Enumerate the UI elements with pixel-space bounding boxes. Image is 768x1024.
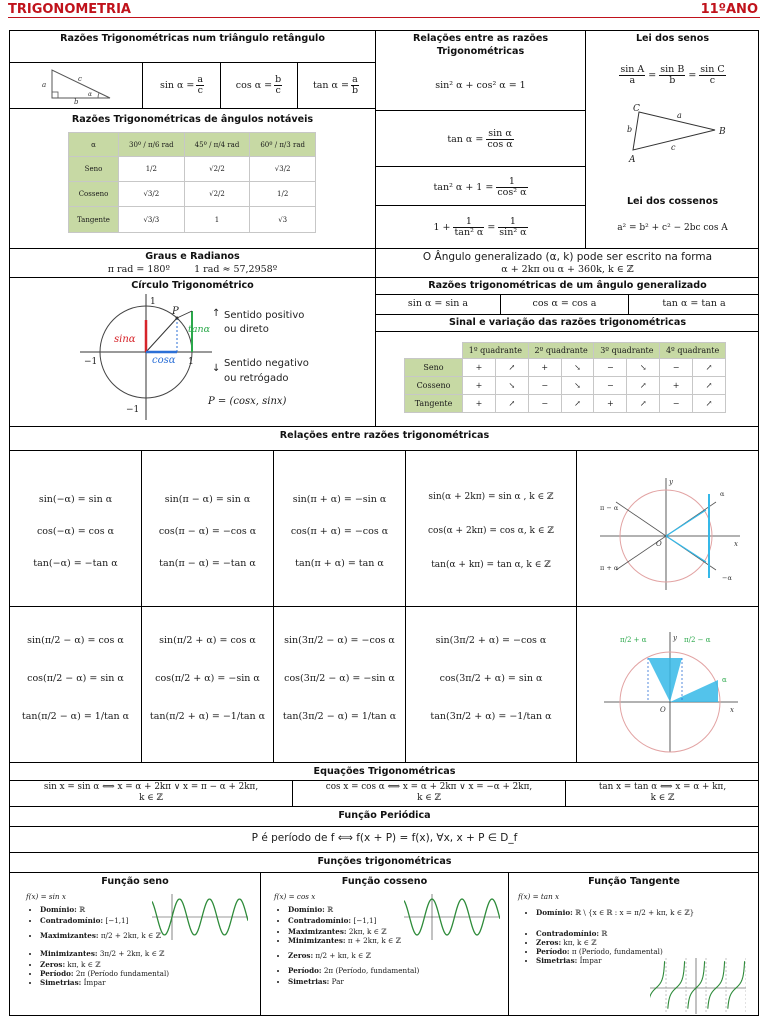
relations-figure-supplementary	[594, 474, 744, 594]
svg-text:a: a	[677, 111, 682, 120]
variation-table: 1º quadrante 2º quadrante 3º quadrante 4º quadrante Seno + ↗ + ↘ − ↘ − ↗ Cosseno + ↘ − ↘ − ↗ + ↗ Tangente + ↗ − ↗ + ↗ − ↗	[404, 342, 726, 413]
law-of-sines-title: Lei dos senos	[635, 33, 710, 44]
tangent-function-title: Função Tangente	[588, 876, 680, 887]
general-sin: sin α = sin a	[407, 298, 469, 309]
right-triangle-figure	[38, 66, 114, 104]
negative-direction-label: Sentido negativo	[224, 358, 309, 369]
general-ratios-title: Razões trigonométricas de um ângulo generalizado	[428, 280, 707, 291]
tangent-graph	[650, 958, 746, 1014]
notable-angles-title: Razões Trigonométricas de ângulos notáveis	[71, 114, 314, 125]
svg-text:C: C	[633, 104, 640, 114]
tangent-branch	[668, 961, 685, 1008]
periodic-definition: P é período de f ⟺ f(x + P) = f(x), ∀x, x + P ∈ D_f	[251, 832, 518, 844]
tangent-function-def: f(x) = tan x	[518, 892, 560, 901]
svg-text:b: b	[627, 125, 633, 134]
law-of-sines-triangle	[615, 100, 745, 166]
grade-label: 11ºANO	[700, 2, 758, 17]
general-cos: cos α = cos a	[532, 298, 597, 309]
svg-text:y: y	[673, 634, 677, 642]
svg-text:α: α	[720, 490, 725, 498]
svg-text:−1: −1	[84, 357, 98, 367]
negative-direction-arrow: ↓	[212, 363, 221, 374]
functions-title: Funções trigonométricas	[317, 856, 452, 867]
degrees-radians-title: Graus e Radianos	[145, 251, 240, 262]
cos-equation: cos x = cos α ⟺ x = α + 2kπ ∨ x = −α + 2kπ, k ∈ ℤ	[325, 782, 533, 803]
relations-figure-complementary	[600, 618, 740, 754]
svg-text:α: α	[88, 91, 93, 98]
tangent-branch	[728, 961, 745, 1008]
svg-text:1: 1	[150, 297, 156, 307]
tan-definition: tan α = $\frac{\text{sin α}}{\text{cos α}}$	[447, 128, 513, 150]
pythagorean-identity: sin² α + cos² α = 1	[435, 80, 526, 91]
sin-equation: sin x = sin α ⟺ x = α + 2kπ ∨ x = π − α + 2kπ, k ∈ ℤ	[43, 782, 259, 803]
cosine-function-title: Função cosseno	[341, 876, 428, 887]
sine-graph	[152, 894, 248, 940]
law-of-cosines-formula: a² = b² + c² − 2bc cos A	[617, 223, 728, 233]
tan-squared-identity: tan² α + 1 = $\frac{1}{\text{cos² α}}$	[433, 176, 527, 198]
cosine-properties: • Domínio: ℝ • Contradomínio: [−1,1] • Maximizantes: 2kπ, k ∈ ℤ • Minimizantes: π + 2kπ, k ∈ ℤ • Zeros: π/2 + kπ, k ∈ ℤ • Período: 2π (Período, fundamental) • Simetrias: Par	[276, 905, 436, 986]
general-angle-line2: α + 2kπ ou α + 360k, k ∈ ℤ	[501, 264, 634, 275]
svg-text:A: A	[629, 155, 636, 165]
right-triangle-title: Razões Trigonométricas num triângulo retângulo	[60, 33, 325, 44]
sine-properties: • Domínio: ℝ • Contradomínio: [−1,1] • Maximizantes: π/2 + 2kπ, k ∈ ℤ • Minimizantes: 3π/2 + 2kπ, k ∈ ℤ • Zeros: kπ, k ∈ ℤ • Período: 2π (Período fundamental) • Simetrias: Ímpar	[28, 905, 188, 987]
svg-text:B: B	[719, 127, 726, 137]
law-of-sines-formula: $\frac{\text{sin A}}{a}$ = $\frac{\text{sin B}}{b}$ = $\frac{\text{sin C}}{c}$	[620, 64, 725, 86]
positive-direction-arrow: ↑	[212, 308, 221, 319]
cosine-ratio: cos α = $\frac{b}{c}$	[235, 74, 282, 96]
ratio-relations-title: Relações entre as razões Trigonométricas	[412, 33, 549, 57]
equations-title: Equações Trigonométricas	[313, 766, 456, 777]
tan-equation: tan x = tan α ⟺ x = α + kπ, k ∈ ℤ	[598, 782, 727, 803]
relations-row1-col3: sin(π + α) = −sin α cos(π + α) = −cos α tan(π + α) = tan α	[290, 494, 389, 569]
svg-text:P: P	[172, 306, 179, 317]
tan-label: tanα	[188, 324, 211, 335]
relations-row2-col3: sin(3π/2 − α) = −cos α cos(3π/2 − α) = −sin α tan(3π/2 − α) = 1/tan α	[282, 635, 397, 722]
svg-text:π + α: π + α	[600, 564, 619, 572]
notable-angles-table: α 30º / π/6 rad 45º / π/4 rad 60º / π/3 rad Seno 1/2 √2/2 √3/2 Cosseno √3/2 √2/2 1/2 Tangente √3/3 1 √3	[68, 132, 316, 233]
trig-circle-title: Círculo Trigonométrico	[131, 280, 254, 291]
svg-text:x: x	[734, 540, 738, 548]
svg-text:O: O	[660, 706, 666, 714]
negative-direction-label2: ou retrógado	[224, 373, 289, 384]
cot-squared-identity: 1 + $\frac{1}{\text{tan² α}}$ = $\frac{1}{\text{sin² α}}$	[433, 216, 527, 238]
svg-text:π/2 + α: π/2 + α	[620, 636, 647, 644]
svg-text:−α: −α	[722, 574, 732, 582]
tangent-branch	[650, 961, 665, 1008]
svg-text:1: 1	[188, 357, 194, 367]
general-tan: tan α = tan a	[662, 298, 726, 309]
relations-row2-col1: sin(π/2 − α) = cos α cos(π/2 − α) = sin α tan(π/2 − α) = 1/tan α	[21, 635, 130, 722]
svg-text:π/2 − α: π/2 − α	[684, 636, 711, 644]
svg-text:α: α	[722, 676, 727, 684]
general-angle-line1: O Ângulo generalizado (α, k) pode ser escrito na forma	[422, 251, 713, 263]
positive-direction-label2: ou direto	[224, 324, 269, 335]
relations-row2-col2: sin(π/2 + α) = cos α cos(π/2 + α) = −sin α tan(π/2 + α) = −1/tan α	[149, 635, 266, 722]
relations-row1-col4: sin(α + 2kπ) = sin α , k ∈ ℤ cos(α + 2kπ) = cos α, k ∈ ℤ tan(α + kπ) = tan α, k ∈ ℤ	[428, 492, 554, 570]
sine-function-title: Função seno	[101, 876, 169, 887]
svg-text:c: c	[78, 75, 82, 83]
svg-text:c: c	[671, 143, 676, 152]
trig-circle-figure	[76, 292, 216, 424]
cosine-function-def: f(x) = cos x	[274, 892, 316, 901]
relations-row1-col1: sin(−α) = sin α cos(−α) = cos α tan(−α) = −tan α	[33, 494, 118, 569]
tangent-ratio: tan α = $\frac{a}{b}$	[312, 74, 359, 96]
page-title: TRIGONOMETRIA	[8, 2, 131, 17]
svg-text:π − α: π − α	[600, 504, 619, 512]
law-of-cosines-title: Lei dos cossenos	[626, 196, 719, 207]
cosine-graph	[404, 894, 500, 940]
point-formula: P = (cosx, sinx)	[208, 396, 287, 407]
svg-text:−1: −1	[126, 405, 140, 415]
svg-text:O: O	[656, 540, 662, 548]
sine-ratio: sin α = $\frac{a}{c}$	[159, 74, 204, 96]
relations-row2-col4: sin(3π/2 + α) = −cos α cos(3π/2 + α) = sin α tan(3π/2 + α) = −1/tan α	[430, 635, 552, 722]
tangent-properties: • Domínio: ℝ \ {x ∈ ℝ : x = π/2 + kπ, k ∈ ℤ} • Contradomínio: ℝ • Zeros: kπ, k ∈ ℤ • Período: π (Período, fundamental) • Simetrias: Ímpar	[524, 908, 752, 965]
svg-text:b: b	[74, 98, 79, 104]
relations-row1-col2: sin(π − α) = sin α cos(π − α) = −cos α tan(π − α) = −tan α	[158, 494, 257, 569]
degrees-radians-formula: π rad = 180º 1 rad ≈ 57,2958º	[107, 264, 278, 275]
header-rule	[8, 17, 760, 18]
svg-text:y: y	[669, 478, 673, 486]
variation-title: Sinal e variação das razões trigonométricas	[448, 317, 687, 328]
svg-text:cosα: cosα	[152, 355, 176, 366]
relations-title: Relações entre razões trigonométricas	[279, 430, 490, 441]
svg-text:sinα: sinα	[114, 334, 136, 345]
positive-direction-label: Sentido positivo	[224, 310, 305, 321]
svg-text:x: x	[730, 706, 734, 714]
tangent-branch	[708, 961, 725, 1008]
svg-text:a: a	[42, 81, 47, 89]
periodic-title: Função Periódica	[338, 810, 431, 821]
sine-function-def: f(x) = sin x	[26, 892, 66, 901]
